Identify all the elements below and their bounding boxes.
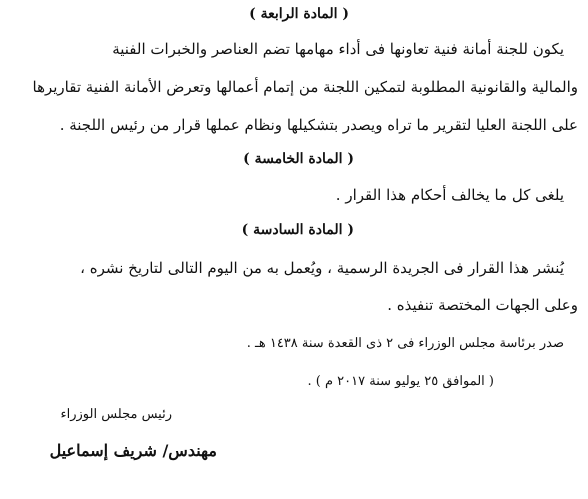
article-4-line-2: والمالية والقانونية المطلوبة لتمكين اللجنة من إتمام أعمالها وتعرض الأمانة الفنية تقاريرها	[32, 78, 578, 96]
article-6-heading: ( المادة السادسة )	[241, 222, 354, 238]
article-6-line-1: يُنشر هذا القرار فى الجريدة الرسمية ، ويُعمل به من اليوم التالى لتاريخ نشره ،	[80, 259, 564, 277]
article-5-heading: ( المادة الخامسة )	[243, 151, 354, 167]
article-4-line-1: يكون للجنة أمانة فنية تعاونها فى أداء مهامها تضم العناصر والخبرات الفنية	[112, 40, 564, 58]
issuance-date-gregorian: ( الموافق ٢٥ يوليو سنة ٢٠١٧ م ) .	[307, 374, 494, 389]
issuance-date-hijri: صدر برئاسة مجلس الوزراء فى ٢ ذى القعدة سنة ١٤٣٨ هـ .	[246, 336, 564, 351]
article-4-heading: ( المادة الرابعة )	[249, 6, 349, 22]
article-5-line-1: يلغى كل ما يخالف أحكام هذا القرار .	[335, 186, 564, 204]
article-4-line-3: على اللجنة العليا لتقرير ما تراه ويصدر بتشكيلها ونظام عملها قرار من رئيس اللجنة .	[59, 116, 578, 134]
signatory-name: مهندس/ شريف إسماعيل	[49, 441, 217, 460]
article-6-line-2: وعلى الجهات المختصة تنفيذه .	[387, 296, 578, 314]
signatory-title: رئيس مجلس الوزراء	[60, 407, 172, 422]
